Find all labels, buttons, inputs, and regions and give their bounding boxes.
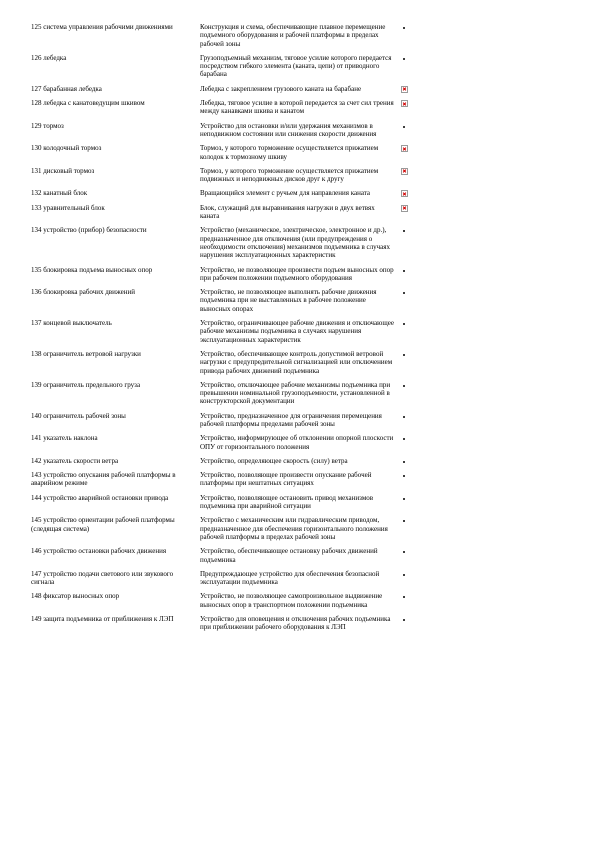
entry-definition: Устройство, не позволяющее выполнять рабочие движения подъемника при не выставленных в рабочее положение выносных опорах xyxy=(200,288,377,313)
entry-term: 128 лебедка с канатоведущим шкивом xyxy=(31,99,145,108)
entry-marker xyxy=(397,204,411,212)
bullet-dot-icon xyxy=(403,475,405,477)
bullet-dot-icon xyxy=(403,416,405,418)
entry-term: 141 указатель наклона xyxy=(31,434,98,443)
bullet-dot-icon xyxy=(403,520,405,522)
broken-image-icon xyxy=(401,86,408,93)
entry-marker xyxy=(397,99,411,107)
entry-term: 144 устройство аварийной остановки привода xyxy=(31,493,169,502)
entry-definition: Грузоподъемный механизм, тяговое усилие которого передается посредством гибкого элемента (каната, цепи) от приводного барабана xyxy=(200,53,392,79)
entry-definition: Устройство, не позволяющее самопроизвольное выдвижение выносных опор в транспортном положении подъемника xyxy=(200,592,383,609)
glossary-entry xyxy=(31,99,411,116)
entry-marker xyxy=(397,319,411,325)
entry-marker xyxy=(397,266,411,272)
glossary-entry xyxy=(31,85,411,93)
entry-marker xyxy=(397,381,411,387)
bullet-dot-icon xyxy=(403,438,405,440)
entry-definition: Устройство с механическим или гидравлическим приводом, предназначенное для обеспечения горизонтального положения рабочей платформы в пределах рабочей зоны xyxy=(200,516,388,541)
bullet-dot-icon xyxy=(403,619,405,621)
entry-term: 149 защита подъемника от приближения к ЛЭП xyxy=(31,615,174,624)
entry-term: 130 колодочный тормоз xyxy=(31,144,102,153)
entry-term: 125 система управления рабочими движениями xyxy=(31,23,173,31)
entry-marker xyxy=(397,144,411,152)
glossary-entry xyxy=(31,412,411,429)
entry-definition: Устройство для оповещения и отключения рабочих подъемника при приближении рабочего оборудования к ЛЭП xyxy=(200,615,391,632)
glossary-entry xyxy=(31,615,411,632)
entry-definition: Устройство, отключающее рабочие механизмы подъемника при превышении номинальной грузоподъемности, установленной в конструкторской документации xyxy=(200,380,391,406)
bullet-dot-icon xyxy=(403,270,405,272)
glossary-entry xyxy=(31,471,411,488)
entry-marker xyxy=(397,189,411,197)
entry-term: 147 устройство подачи светового или звукового сигнала xyxy=(31,569,174,587)
entry-definition: Устройство, не позволяющее произвести подъем выносных опор при рабочем положении подъемного оборудования xyxy=(200,265,394,282)
glossary-entry xyxy=(31,434,411,451)
glossary-entry xyxy=(31,494,411,511)
entry-term: 127 барабанная лебедка xyxy=(31,84,102,93)
bullet-dot-icon xyxy=(403,498,405,500)
entry-definition: Устройство (механическое, электрическое, электронное и др.), предназначенное для отключения (или предупреждения о необходимости отключения) механизмов подъемника в случаях нарушения эксплуатационных характеристик xyxy=(200,226,391,260)
glossary-entry xyxy=(31,570,411,587)
entry-marker xyxy=(397,570,411,576)
broken-image-icon xyxy=(401,168,408,175)
entry-definition: Устройство, определяющее скорость (силу) ветра xyxy=(200,456,348,465)
entry-term: 145 устройство ориентации рабочей платформы (следящая система) xyxy=(31,516,175,533)
bullet-dot-icon xyxy=(403,551,405,553)
glossary-entry xyxy=(31,167,411,184)
entry-marker xyxy=(397,226,411,232)
glossary-entry xyxy=(31,592,411,609)
glossary-entry xyxy=(31,381,411,406)
entry-marker xyxy=(397,412,411,418)
broken-image-icon xyxy=(401,205,408,212)
bullet-dot-icon xyxy=(403,385,405,387)
entry-definition: Устройство, предназначенное для ограничения перемещения рабочей платформы пределами рабочей зоны xyxy=(200,411,382,428)
glossary-entry xyxy=(31,122,411,139)
entry-definition: Устройство, информирующее об отклонении опорной плоскости ОПУ от горизонтального положения xyxy=(200,434,394,451)
entry-definition: Блок, служащий для выравнивания нагрузки в двух ветвях каната xyxy=(200,203,375,221)
glossary-entry xyxy=(31,189,411,197)
glossary-entry xyxy=(31,266,411,283)
entry-term: 138 ограничитель ветровой нагрузки xyxy=(31,349,141,358)
broken-image-icon xyxy=(401,100,408,107)
glossary-entry xyxy=(31,288,411,313)
entry-definition: Устройство, позволяющее произвести опускание рабочей платформы при нештатных ситуациях xyxy=(200,471,372,488)
entry-definition: Конструкция и схема, обеспечивающие плавное перемещение подъемного оборудования и рабочей платформы в пределах рабочей зоны xyxy=(200,23,386,48)
bullet-dot-icon xyxy=(403,230,405,232)
entry-term: 133 уравнительный блок xyxy=(31,203,105,212)
entry-term: 140 ограничитель рабочей зоны xyxy=(31,411,126,420)
glossary-entry xyxy=(31,54,411,79)
glossary-entry xyxy=(31,319,411,344)
entry-definition: Устройство для остановки и/или удержания механизмов в неподвижном состоянии или снижения скорости движения xyxy=(200,121,377,138)
entry-definition: Лебедка, тяговое усилие в которой передается за счет сил трения между канавками шкива и канатом xyxy=(200,99,394,116)
glossary-entry xyxy=(31,516,411,541)
bullet-dot-icon xyxy=(403,596,405,598)
glossary-entry xyxy=(31,350,411,375)
entry-term: 134 устройство (прибор) безопасности xyxy=(31,226,147,235)
entry-term: 129 тормоз xyxy=(31,121,64,130)
entry-marker xyxy=(397,434,411,440)
entry-term: 136 блокировка рабочих движений xyxy=(31,288,135,297)
entry-marker xyxy=(397,547,411,553)
entry-marker xyxy=(397,167,411,175)
broken-image-icon xyxy=(401,190,408,197)
bullet-dot-icon xyxy=(403,354,405,356)
entry-marker xyxy=(397,494,411,500)
entry-definition: Устройство, ограничивающее рабочие движения и отключающее рабочие механизмы подъемника в случаях нарушения эксплуатационных характеристик xyxy=(200,319,394,344)
entry-marker xyxy=(397,350,411,356)
glossary-entry xyxy=(31,226,411,259)
bullet-dot-icon xyxy=(403,292,405,294)
entry-term: 126 лебедка xyxy=(31,53,67,62)
entry-term: 137 концевой выключатель xyxy=(31,319,112,328)
entry-definition: Предупреждающее устройство для обеспечения безопасной эксплуатации подъемника xyxy=(200,569,380,587)
glossary-entry xyxy=(31,23,411,48)
entry-marker xyxy=(397,288,411,294)
bullet-dot-icon xyxy=(403,461,405,463)
entry-marker xyxy=(397,471,411,477)
entry-marker xyxy=(397,122,411,128)
entry-marker xyxy=(397,54,411,60)
entry-marker xyxy=(397,85,411,93)
entry-definition: Устройство, обеспечивающее контроль допустимой ветровой нагрузки с предупредительной сигнализацией или отключением привода рабочих движений подъемника xyxy=(200,349,393,375)
glossary-table xyxy=(31,23,411,638)
bullet-dot-icon xyxy=(403,58,405,60)
entry-marker xyxy=(397,457,411,463)
entry-definition: Тормоз, у которого торможение осуществляется прижатием колодок к тормозному шкиву xyxy=(200,144,379,161)
broken-image-icon xyxy=(401,145,408,152)
entry-marker xyxy=(397,592,411,598)
glossary-entry xyxy=(31,204,411,221)
entry-term: 148 фиксатор выносных опор xyxy=(31,592,120,601)
bullet-dot-icon xyxy=(403,574,405,576)
entry-definition: Тормоз, у которого торможение осуществляется прижатием подвижных и неподвижных дисков друг к другу xyxy=(200,166,379,184)
entry-term: 146 устройство остановки рабочих движения xyxy=(31,547,167,556)
glossary-entry xyxy=(31,144,411,161)
bullet-dot-icon xyxy=(403,323,405,325)
entry-term: 139 ограничитель предельного груза xyxy=(31,380,141,389)
entry-definition: Устройство, позволяющее остановить привод механизмов подъемника при аварийной ситуации xyxy=(200,493,374,511)
entry-term: 131 дисковый тормоз xyxy=(31,166,95,175)
glossary-entry xyxy=(31,547,411,564)
entry-marker xyxy=(397,23,411,29)
entry-definition: Лебедка с закреплением грузового каната на барабане xyxy=(200,84,362,93)
bullet-dot-icon xyxy=(403,27,405,29)
entry-term: 135 блокировка подъема выносных опор xyxy=(31,265,153,274)
entry-marker xyxy=(397,516,411,522)
entry-term: 143 устройство опускания рабочей платформы в аварийном режиме xyxy=(31,471,176,488)
bullet-dot-icon xyxy=(403,126,405,128)
entry-definition: Вращающийся элемент с ручьем для направления каната xyxy=(200,189,371,198)
entry-term: 132 канатный блок xyxy=(31,189,88,198)
entry-definition: Устройство, обеспечивающее остановку рабочих движений подъемника xyxy=(200,547,378,564)
entry-term: 142 указатель скорости ветра xyxy=(31,456,119,465)
glossary-entry xyxy=(31,457,411,465)
entry-marker xyxy=(397,615,411,621)
